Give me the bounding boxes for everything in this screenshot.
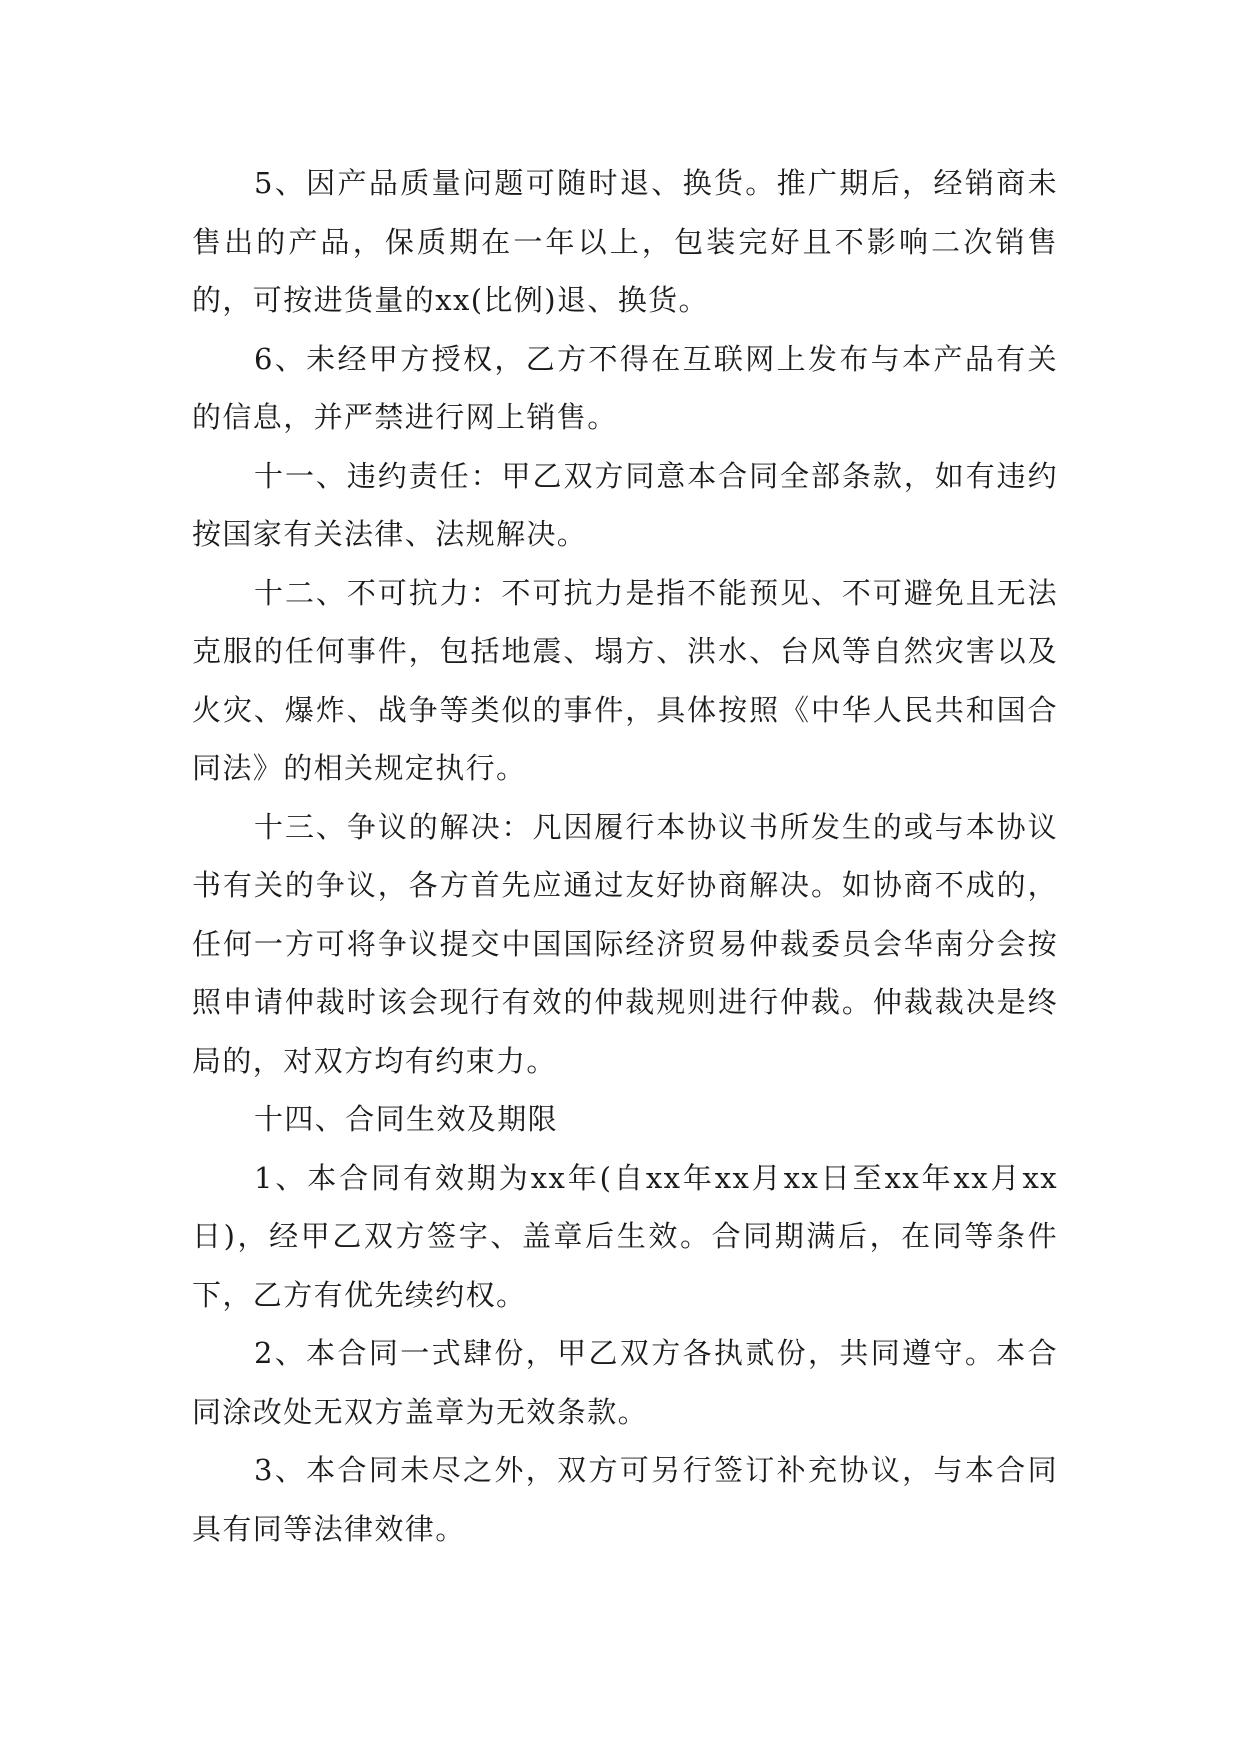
paragraph-breach-liability: 十一、违约责任：甲乙双方同意本合同全部条款，如有违约按国家有关法律、法规解决。 xyxy=(192,458,1058,551)
paragraph-online-sales: 6、未经甲方授权，乙方不得在互联网上发布与本产品有关的信息，并严禁进行网上销售。 xyxy=(192,341,1058,434)
paragraph-force-majeure: 十二、不可抗力：不可抗力是指不能预见、不可避免且无法克服的任何事件，包括地震、塌方、洪水、台风等自然灾害以及火灾、爆炸、战争等类似的事件，具体按照《中华人民共和国合同法》的相关规定执行。 xyxy=(192,575,1058,785)
document-body xyxy=(192,154,1058,1558)
paragraph-copies: 2、本合同一式肆份，甲乙双方各执贰份，共同遵守。本合同涂改处无双方盖章为无效条款。 xyxy=(192,1336,1058,1429)
paragraph-return-exchange: 5、因产品质量问题可随时退、换货。推广期后，经销商未售出的产品，保质期在一年以上，包装完好且不影响二次销售的，可按进货量的xx(比例)退、换货。 xyxy=(192,166,1058,317)
paragraph-validity-period: 1、本合同有效期为xx年(自xx年xx月xx日至xx年xx月xx日)，经甲乙双方签字、盖章后生效。合同期满后，在同等条件下，乙方有优先续约权。 xyxy=(192,1160,1058,1312)
paragraph-supplementary: 3、本合同未尽之外，双方可另行签订补充协议，与本合同具有同等法律效律。 xyxy=(192,1453,1058,1546)
paragraph-dispute-resolution: 十三、争议的解决：凡因履行本协议书所发生的或与本协议书有关的争议，各方首先应通过友好协商解决。如协商不成的，任何一方可将争议提交中国国际经济贸易仲裁委员会华南分会按照申请仲裁时该会现行有效的仲裁规则进行仲裁。仲裁裁决是终局的，对双方均有约束力。 xyxy=(192,809,1058,1078)
section-heading-effect-term: 十四、合同生效及期限 xyxy=(254,1102,559,1136)
